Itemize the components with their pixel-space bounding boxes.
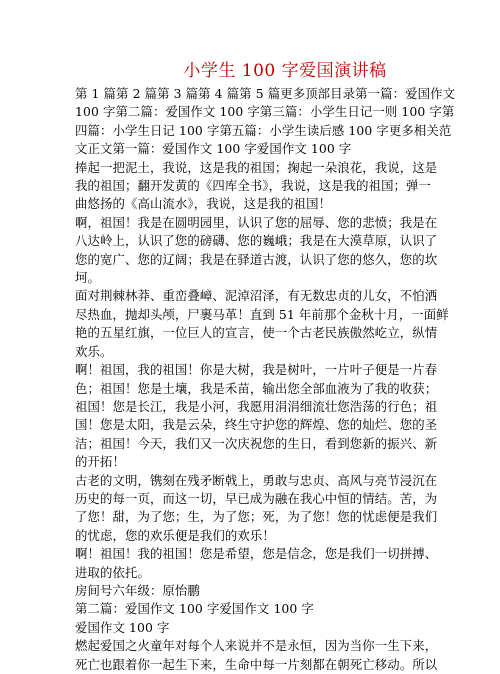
text-line: 房间号六年级：原怡鹏 <box>75 582 200 598</box>
text-line: 坷。 <box>75 270 100 286</box>
text-line: 八达岭上，认识了您的磅礴、您的巍峨；我是在大漠草原，认识了 <box>75 233 438 249</box>
text-line: 国！您是太阳，我是云朵，终生守护您的辉煌、您的灿烂、您的圣 <box>75 417 438 433</box>
text-line: 祖国！您是长江，我是小河，我愿用涓涓细流壮您浩荡的行色；祖 <box>75 398 438 414</box>
text-line: 文正文第一篇：爱国作文 100 字爱国作文 100 字 <box>75 141 352 157</box>
text-line: 第二篇：爱国作文 100 字爱国作文 100 字 <box>75 601 314 617</box>
text-line: 我的祖国；翻开发黄的《四库全书》，我说，这是我的祖国；弹一 <box>75 178 432 194</box>
document-page <box>75 0 495 674</box>
text-line: 捧起一把泥土，我说，这是我的祖国；掬起一朵浪花，我说，这是 <box>75 159 438 175</box>
text-line: 古老的文明，镌刻在残矛断戟上，勇敢与忠贞、高风与亮节浸沉在 <box>75 472 438 488</box>
text-line: 燃起爱国之火童年对每个人来说并不是永恒，因为当你一生下来， <box>75 638 438 654</box>
text-line: 的忧虑，您的欢乐便是我们的欢乐！ <box>75 527 275 543</box>
text-line: 啊，祖国！我是在圆明园里，认识了您的屈辱、您的悲愤；我是在 <box>75 214 438 230</box>
document-body <box>75 85 495 674</box>
text-line: 进取的依托。 <box>75 564 150 580</box>
text-line: 啊！祖国！我的祖国！您是希望，您是信念，您是我们一切拼搏、 <box>75 546 438 562</box>
text-line: 艳的五星红旗，一位巨人的宣言，使一个古老民族傲然屹立，纵情 <box>75 325 438 341</box>
text-line: 曲悠扬的《高山流水》，我说，这是我的祖国！ <box>75 196 332 212</box>
text-line: 欢乐。 <box>75 343 113 359</box>
text-line: 100 字第二篇：爱国作文 100 字第三篇：小学生日记一则 100 字第 <box>75 104 455 120</box>
text-line: 爱国作文 100 字 <box>75 619 170 635</box>
text-line: 洁；祖国！今天，我们又一次庆祝您的生日，看到您新的振兴、新 <box>75 435 438 451</box>
text-line: 尽热血，抛却头颅，尸裹马革！直到 51 年前那个金秋十月，一面鲜 <box>75 306 449 322</box>
document-title: 小学生 100 字爱国演讲稿 <box>183 61 387 81</box>
text-line: 第 1 篇第 2 篇第 3 篇第 4 篇第 5 篇更多顶部目录第一篇：爱国作文 <box>75 86 456 101</box>
text-line: 啊！祖国，我的祖国！你是大树，我是树叶，一片叶子便是一片春 <box>75 362 438 378</box>
text-line: 四篇：小学生日记 100 字第五篇：小学生读后感 100 字更多相关范 <box>75 122 452 138</box>
text-line: 的开拓！ <box>75 454 125 470</box>
text-line: 色；祖国！您是土壤，我是禾苗，输出您全部血液为了我的收获； <box>75 380 438 396</box>
text-line: 面对荆棘林莽、重峦叠嶂、泥淖沼泽，有无数忠贞的儿女，不怕洒 <box>75 288 438 304</box>
text-line: 您的宽广、您的辽阔；我是在驿道古渡，认识了您的悠久，您的坎 <box>75 251 438 267</box>
text-line: 历史的每一页，而这一切，早已成为融在我心中恒的情结。苦，为 <box>75 490 438 506</box>
text-line: 了您！甜，为了您；生，为了您；死，为了您！您的忧虑便是我们 <box>75 509 438 525</box>
text-line: 死亡也跟着你一起生下来，生命中每一片刻都在朝死亡移动。所以 <box>75 656 438 672</box>
